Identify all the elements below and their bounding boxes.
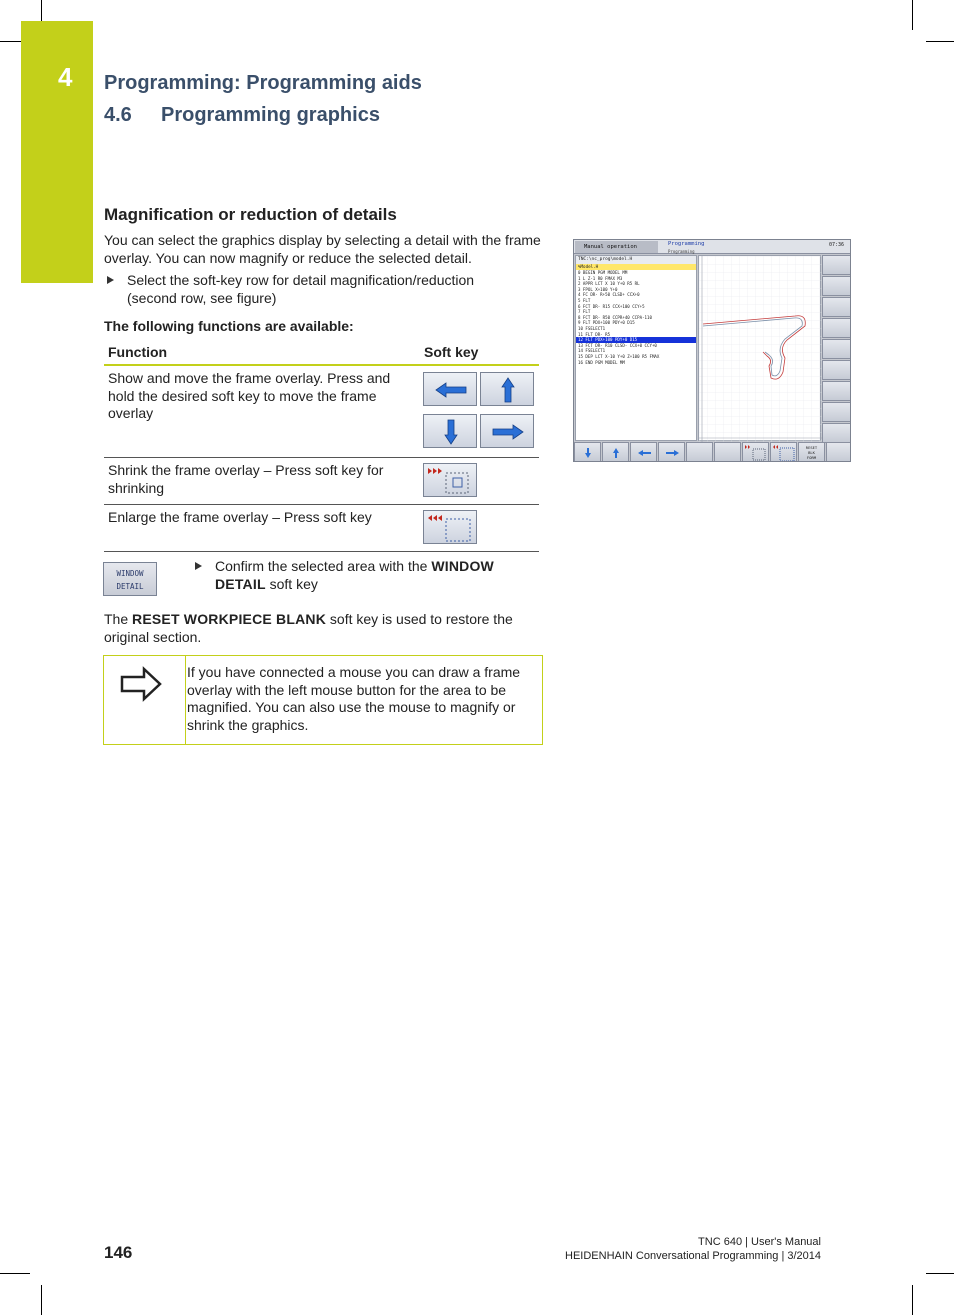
step-text-pre: Confirm the selected area with the — [215, 558, 432, 574]
subsection-heading: Magnification or reduction of details — [104, 205, 397, 224]
crop-mark — [0, 1273, 30, 1274]
reset-label-line3: FORM — [806, 455, 817, 460]
reset-label-line1: RESET — [805, 445, 818, 450]
program-line[interactable]: 3 FPOL X+100 Y+0 — [578, 286, 618, 292]
function-description: Enlarge the frame overlay – Press soft key — [108, 509, 372, 525]
bottom-softkey-blank[interactable] — [826, 442, 851, 462]
contour-graphic — [699, 256, 822, 442]
crop-mark — [912, 0, 913, 30]
crop-mark — [0, 41, 22, 42]
chapter-number: 4 — [58, 62, 73, 92]
side-softkey[interactable] — [822, 360, 851, 380]
program-line[interactable]: 4 FC DR- R+50 CLSD+ CCX+0 — [578, 292, 640, 298]
program-path: TNC:\nc_prog\model.H — [576, 256, 696, 264]
screen-clock: 07:36 — [828, 242, 844, 248]
footer-line2: HEIDENHAIN Conversational Programming | 3/2014 — [565, 1250, 821, 1262]
screen-tab-bar — [574, 240, 851, 254]
shrink-frame-icon — [743, 443, 770, 462]
reset-paragraph — [104, 611, 534, 646]
chapter-tab — [21, 21, 93, 283]
bottom-softkey-row — [574, 442, 851, 462]
intro-paragraph: You can select the graphics display by selecting a detail with the frame overlay. You can now magnify or reduce the selected detail. — [104, 232, 541, 266]
bullet-arrow-icon — [107, 276, 114, 284]
note-arrow-icon — [118, 666, 166, 702]
functions-label: The following functions are available: — [104, 318, 354, 334]
side-softkey[interactable] — [822, 255, 851, 275]
table-row — [104, 505, 539, 552]
arrow-left-softkey[interactable] — [423, 372, 477, 406]
bullet-arrow-icon — [195, 562, 202, 570]
section-number: 4.6 — [104, 104, 132, 126]
program-line[interactable]: 1 L Z-1 R0 FMAX M3 — [578, 275, 623, 281]
reset-label-line2: BLK — [808, 450, 815, 455]
bottom-softkey-arrow-left[interactable] — [630, 442, 657, 462]
arrow-up-softkey[interactable] — [480, 372, 534, 406]
tab-programming-label: Programming — [668, 241, 705, 247]
arrow-up-icon — [603, 443, 630, 462]
enlarge-frame-softkey[interactable] — [423, 510, 477, 544]
program-line[interactable]: 8 FCT DR- R50 CCPR+40 CCPA-110 — [578, 314, 652, 320]
tab-programming-sublabel: Programming — [668, 249, 695, 254]
bottom-softkey-shrink[interactable] — [742, 442, 769, 462]
side-softkey[interactable] — [822, 381, 851, 401]
step-confirm-area — [195, 558, 515, 593]
section-title — [104, 104, 380, 127]
step-text — [195, 558, 515, 593]
note-text: If you have connected a mouse you can draw a frame overlay with the left mouse button for the area to be magnified. You can also use the mouse to magnify or shrink the graphics. — [187, 664, 521, 733]
note-box — [103, 655, 543, 745]
vertical-softkey-column — [822, 255, 851, 441]
program-line[interactable]: 9 FLT PDX+100 PDY+0 D15 — [578, 320, 635, 326]
arrow-right-softkey[interactable] — [480, 414, 534, 448]
footer-info — [565, 1235, 821, 1263]
arrow-down-softkey[interactable] — [423, 414, 477, 448]
table-row — [104, 458, 539, 505]
table-header — [104, 340, 539, 366]
program-line[interactable]: 12 FLT PDX+100 PDY+0 D15 — [576, 337, 696, 343]
tab-programming[interactable] — [659, 241, 739, 253]
graphics-pane — [698, 255, 821, 441]
note-divider — [185, 656, 186, 744]
table-row — [104, 366, 539, 458]
program-line[interactable]: 15 DEP LCT X-10 Y+0 Z+100 R5 FMAX — [578, 353, 660, 359]
side-softkey[interactable] — [822, 297, 851, 317]
crop-mark — [41, 1285, 42, 1315]
enlarge-frame-icon — [771, 443, 798, 462]
function-description: Show and move the frame overlay. Press and hold the desired soft key to move the frame overlay — [108, 370, 391, 422]
program-line[interactable]: 11 FLT DR- R5 — [578, 331, 611, 337]
column-header-softkey: Soft key — [424, 344, 479, 360]
crop-mark — [912, 1285, 913, 1315]
reset-text-pre: The — [104, 611, 133, 627]
shrink-frame-icon — [424, 464, 478, 498]
arrow-right-icon — [659, 443, 686, 462]
program-header: %Model.H — [576, 264, 696, 270]
window-detail-line2: DETAIL — [116, 582, 144, 591]
keyword-reset-workpiece-blank: RESET WORKPIECE BLANK — [132, 611, 327, 627]
function-description: Shrink the frame overlay – Press soft key for shrinking — [108, 462, 384, 496]
arrow-left-icon — [631, 443, 658, 462]
crop-mark — [926, 1273, 954, 1274]
bottom-softkey-arrow-right[interactable] — [658, 442, 685, 462]
step-select-softkey-row — [107, 272, 527, 307]
bottom-softkey-reset-blk-form[interactable] — [798, 442, 825, 462]
program-line[interactable]: 0 BEGIN PGM MODEL MM — [578, 270, 628, 275]
reset-text-post: soft key is used to restore the original section. — [104, 611, 513, 645]
arrow-down-icon — [424, 415, 478, 449]
program-lines — [576, 270, 696, 365]
program-line[interactable]: 13 FCT DR- R10 CLSD- CCX+0 CCY+0 — [578, 342, 657, 348]
shrink-frame-softkey[interactable] — [423, 463, 477, 497]
page-number: 146 — [104, 1243, 133, 1262]
program-line[interactable]: 10 FSELECT1 — [578, 325, 606, 331]
bottom-softkey-blank[interactable] — [714, 442, 741, 462]
program-line[interactable]: 5 FLT — [578, 297, 591, 303]
tab-manual-operation[interactable]: Manual operation — [575, 241, 658, 253]
window-detail-softkey[interactable] — [103, 562, 157, 596]
keyword-detail: DETAIL — [215, 575, 266, 592]
bottom-softkey-arrow-down[interactable] — [574, 442, 601, 462]
tnc-screenshot — [573, 239, 851, 462]
window-detail-line1: WINDOW — [116, 569, 144, 578]
program-line[interactable]: 16 END PGM MODEL MM — [578, 359, 625, 365]
program-line[interactable]: 7 FLT — [578, 309, 591, 315]
column-header-function: Function — [108, 344, 168, 360]
function-table — [104, 340, 539, 552]
side-softkey[interactable] — [822, 402, 851, 422]
crop-mark — [926, 41, 954, 42]
bottom-softkey-enlarge[interactable] — [770, 442, 797, 462]
bottom-softkey-blank[interactable] — [686, 442, 713, 462]
program-line[interactable]: 6 FCT DR- R15 CCX+100 CCY+5 — [578, 303, 645, 309]
arrow-right-icon — [481, 415, 535, 449]
side-softkey[interactable] — [822, 318, 851, 338]
side-softkey[interactable] — [822, 339, 851, 359]
bottom-softkey-arrow-up[interactable] — [602, 442, 629, 462]
side-softkey[interactable] — [822, 423, 851, 443]
arrow-left-icon — [424, 373, 478, 407]
side-softkey[interactable] — [822, 276, 851, 296]
step-text-post: soft key — [265, 575, 318, 592]
program-line[interactable]: 2 APPR LCT X 10 Y+0 R5 RL — [578, 281, 640, 287]
footer-line1: TNC 640 | User's Manual — [698, 1236, 821, 1248]
program-pane — [575, 255, 697, 441]
program-line[interactable]: 14 FSELECT1 — [578, 348, 606, 354]
keyword-window: WINDOW — [431, 558, 494, 574]
enlarge-frame-icon — [424, 511, 478, 545]
arrow-down-icon — [575, 443, 602, 462]
step-text: Select the soft-key row for detail magnification/reduction (second row, see figure) — [127, 272, 475, 306]
arrow-up-icon — [481, 373, 535, 407]
section-title-text: Programming graphics — [161, 104, 380, 126]
chapter-title: Programming: Programming aids — [104, 72, 422, 94]
